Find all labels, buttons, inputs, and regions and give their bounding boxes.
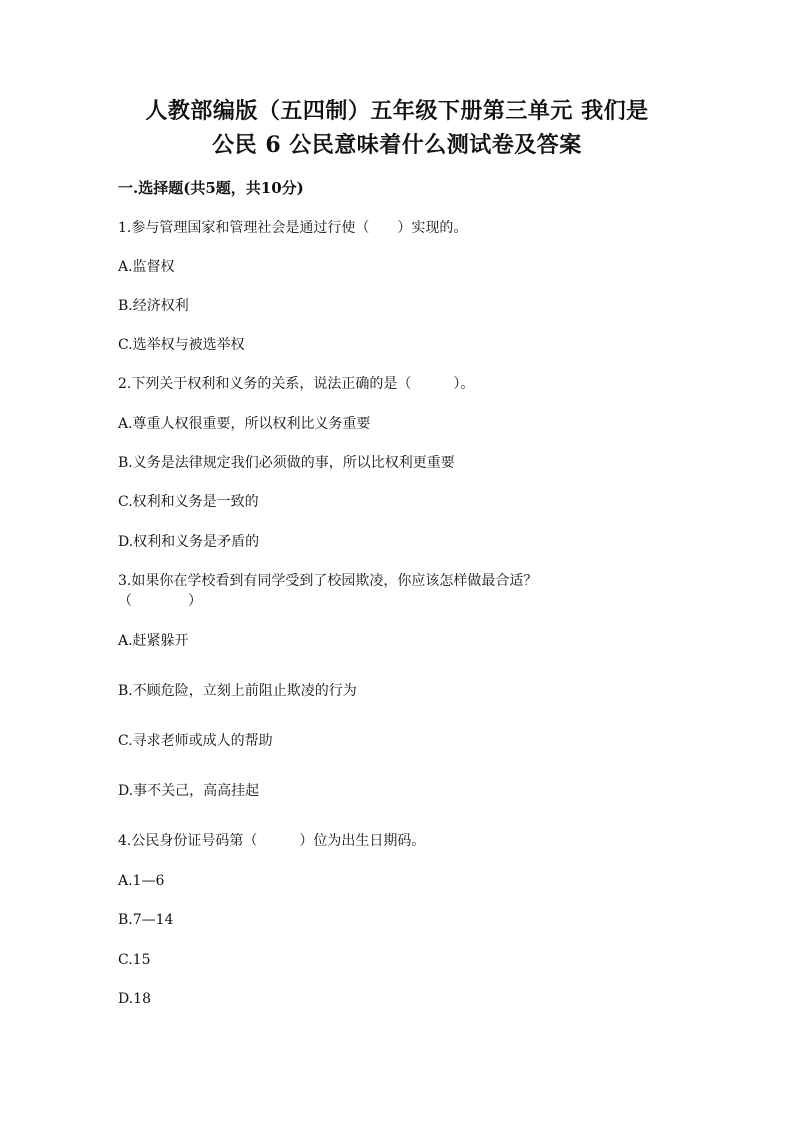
question-2-option-c: C.权利和义务是一致的: [118, 494, 259, 510]
question-2-option-b: B.义务是法律规定我们必须做的事，所以比权利更重要: [118, 455, 455, 471]
question-2-option-a: A.尊重人权很重要，所以权利比义务重要: [118, 416, 371, 432]
question-4-option-a: A.1—6: [118, 873, 165, 889]
question-3-option-d: D.事不关己，高高挂起: [118, 783, 260, 799]
question-1-option-a: A.监督权: [118, 259, 175, 275]
question-1-text: 1.参与管理国家和管理社会是通过行使（ ）实现的。: [118, 220, 468, 236]
question-2-option-d: D.权利和义务是矛盾的: [118, 534, 260, 550]
question-4-option-b: B.7—14: [118, 912, 174, 928]
section-heading: 一.选择题(共5题，共10分): [118, 179, 304, 197]
question-4-option-c: C.15: [118, 952, 151, 968]
question-2-text: 2.下列关于权利和义务的关系，说法正确的是（ ）。: [118, 376, 475, 392]
document-title-line-2: 公民 6 公民意味着什么测试卷及答案: [212, 132, 582, 158]
question-1-option-b: B.经济权利: [118, 298, 189, 314]
question-1-option-c: C.选举权与被选举权: [118, 337, 245, 353]
question-3-text: 3.如果你在学校看到有同学受到了校园欺凌，你应该怎样做最合适？: [118, 573, 538, 589]
question-3-option-a: A.赶紧躲开: [118, 633, 189, 649]
question-3-text-continued: （ ）: [118, 593, 202, 609]
question-3-option-b: B.不顾危险，立刻上前阻止欺凌的行为: [118, 683, 357, 699]
question-4-option-d: D.18: [118, 991, 151, 1007]
question-3-option-c: C.寻求老师或成人的帮助: [118, 733, 273, 749]
question-4-text: 4.公民身份证号码第（ ）位为出生日期码。: [118, 833, 426, 849]
document-title-line-1: 人教部编版（五四制）五年级下册第三单元 我们是: [145, 98, 649, 124]
